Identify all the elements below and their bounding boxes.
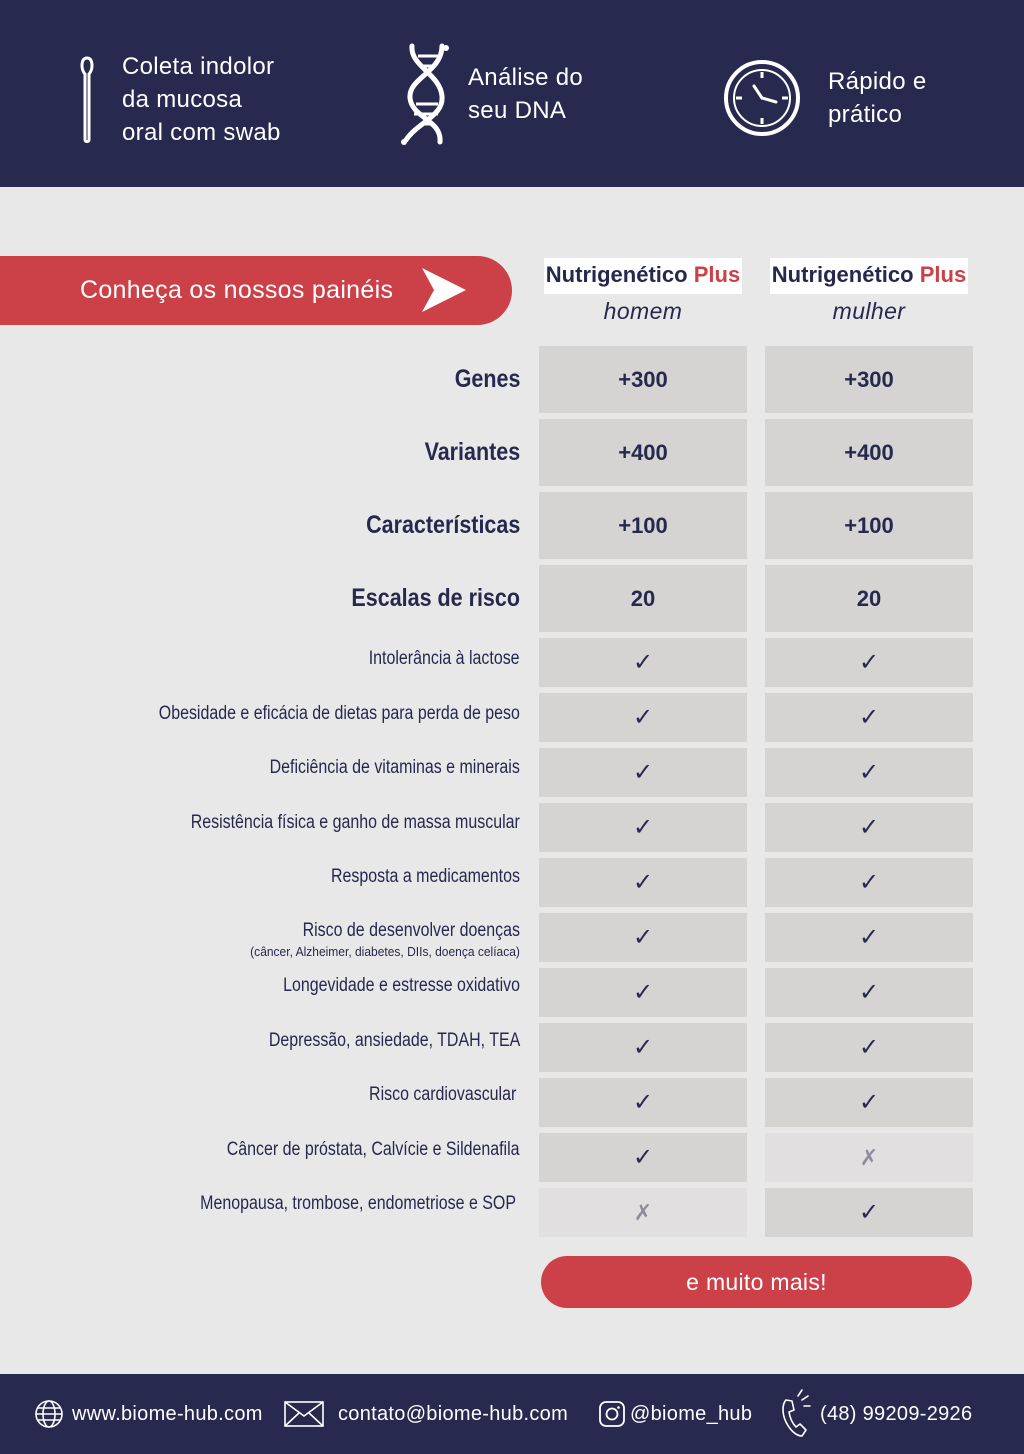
feature-swab-text: Coleta indolor da mucosa oral com swab [122, 53, 281, 146]
header-band [0, 0, 1024, 187]
cell-prostata-mulher [765, 1133, 973, 1182]
footer-phone[interactable] [780, 1374, 972, 1454]
check-icon: ✓ [632, 814, 654, 841]
column-header-homem [539, 258, 747, 325]
feature-dna [398, 42, 583, 146]
feature-clock [722, 58, 926, 138]
cell-resistencia-mulher [765, 803, 973, 852]
feature-dna-text: Análise do seu DNA [468, 64, 584, 124]
check-icon: ✓ [632, 704, 654, 731]
row-label-doencas [250, 920, 521, 959]
cell-escalas-mulher [765, 565, 973, 632]
footer-website[interactable] [34, 1374, 263, 1454]
cell-vitaminas-homem [539, 748, 747, 797]
row-label-depressao: Depressão, ansiedade, TDAH, TEA [268, 1030, 520, 1051]
cell-menopausa-mulher [765, 1188, 973, 1237]
cell-lactose-homem [539, 638, 747, 687]
row-label-escalas: Escalas de risco [351, 584, 520, 612]
check-icon: ✓ [858, 759, 880, 786]
arrow-right-icon [420, 266, 468, 314]
row-label-genes: Genes [454, 365, 520, 393]
cell-variantes-homem [539, 419, 747, 486]
globe-icon [34, 1399, 64, 1429]
check-icon: ✓ [632, 1034, 654, 1061]
clock-icon [722, 58, 802, 138]
dna-icon [398, 42, 456, 146]
banner-text: Conheça os nossos painéis [80, 276, 394, 304]
cell-cardiovascular-homem [539, 1078, 747, 1127]
check-icon: ✓ [632, 759, 654, 786]
check-icon: ✓ [632, 924, 654, 951]
cell-value: +100 [618, 512, 668, 538]
cell-longevidade-mulher [765, 968, 973, 1017]
row-label-vitaminas: Deficiência de vitaminas e minerais [269, 757, 520, 778]
footer-email-text: contato@biome-hub.com [338, 1402, 569, 1425]
cell-prostata-homem [539, 1133, 747, 1182]
row-label-subtext: (câncer, Alzheimer, diabetes, DIIs, doença celíaca) [250, 944, 521, 959]
cell-doencas-mulher [765, 913, 973, 962]
column-name: Nutrigenético [545, 262, 688, 287]
check-icon: ✓ [858, 979, 880, 1006]
phone-icon [780, 1388, 812, 1440]
row-label-resistencia: Resistência física e ganho de massa muscular [190, 812, 520, 833]
check-icon: ✓ [632, 1089, 654, 1116]
row-label-lactose: Intolerância à lactose [369, 648, 520, 669]
row-label-cardiovascular: Risco cardiovascular [368, 1084, 516, 1105]
cell-menopausa-homem [539, 1188, 747, 1237]
cell-genes-homem [539, 346, 747, 413]
check-icon: ✓ [858, 1034, 880, 1061]
check-icon: ✓ [632, 649, 654, 676]
cell-cardiovascular-mulher [765, 1078, 973, 1127]
check-icon: ✓ [632, 1144, 654, 1171]
cell-medicamentos-homem [539, 858, 747, 907]
cell-caracteristicas-mulher [765, 492, 973, 559]
swab-icon [80, 56, 94, 144]
more-button[interactable]: e muito mais! [541, 1256, 972, 1308]
row-label-menopausa: Menopausa, trombose, endometriose e SOP [200, 1193, 516, 1214]
envelope-icon [284, 1401, 324, 1427]
feature-swab [80, 50, 281, 149]
check-icon: ✓ [858, 704, 880, 731]
footer-instagram[interactable] [598, 1374, 752, 1454]
footer-phone-text: (48) 99209-2926 [820, 1402, 973, 1425]
row-label-text: Risco de desenvolver doenças [302, 920, 520, 941]
column-title [544, 258, 742, 294]
column-subtitle: homem [603, 298, 683, 324]
cell-vitaminas-mulher [765, 748, 973, 797]
cell-genes-mulher [765, 346, 973, 413]
cell-variantes-mulher [765, 419, 973, 486]
column-plus: Plus [693, 262, 741, 287]
cell-escalas-homem [539, 565, 747, 632]
cell-value: 20 [856, 585, 882, 611]
footer-band [0, 1374, 1024, 1454]
cell-value: +400 [618, 439, 668, 465]
row-label-variantes: Variantes [424, 438, 520, 466]
feature-clock-text: Rápido e prático [828, 68, 927, 128]
check-icon: ✓ [858, 649, 880, 676]
check-icon: ✓ [858, 1199, 880, 1226]
cell-lactose-mulher [765, 638, 973, 687]
cell-value: +100 [844, 512, 894, 538]
cell-caracteristicas-homem [539, 492, 747, 559]
row-label-prostata: Câncer de próstata, Calvície e Sildenafila [227, 1139, 520, 1160]
check-icon: ✓ [858, 814, 880, 841]
footer-website-text: www.biome-hub.com [72, 1402, 263, 1425]
cell-longevidade-homem [539, 968, 747, 1017]
column-plus: Plus [919, 262, 967, 287]
row-label-medicamentos: Resposta a medicamentos [331, 866, 520, 887]
cell-medicamentos-mulher [765, 858, 973, 907]
row-label-longevidade: Longevidade e estresse oxidativo [283, 975, 520, 996]
cell-doencas-homem [539, 913, 747, 962]
check-icon: ✓ [858, 1089, 880, 1116]
cell-depressao-homem [539, 1023, 747, 1072]
cell-value: +400 [844, 439, 894, 465]
check-icon: ✓ [632, 979, 654, 1006]
cell-value: 20 [630, 585, 656, 611]
instagram-icon [598, 1400, 626, 1428]
check-icon: ✓ [858, 924, 880, 951]
cell-depressao-mulher [765, 1023, 973, 1072]
footer-email[interactable] [284, 1374, 568, 1454]
column-name: Nutrigenético [771, 262, 914, 287]
cell-value: +300 [844, 366, 894, 392]
cell-obesidade-homem [539, 693, 747, 742]
cell-value: +300 [618, 366, 668, 392]
column-title [770, 258, 968, 294]
cross-icon: ✗ [633, 1199, 653, 1225]
row-label-obesidade: Obesidade e eficácia de dietas para perda de peso [158, 703, 520, 724]
column-header-mulher [765, 258, 973, 325]
row-label-caracteristicas: Características [365, 511, 520, 539]
footer-instagram-text: @biome_hub [630, 1402, 753, 1425]
cell-obesidade-mulher [765, 693, 973, 742]
cell-resistencia-homem [539, 803, 747, 852]
column-subtitle: mulher [832, 298, 906, 324]
check-icon: ✓ [632, 869, 654, 896]
cross-icon: ✗ [859, 1144, 879, 1170]
check-icon: ✓ [858, 869, 880, 896]
